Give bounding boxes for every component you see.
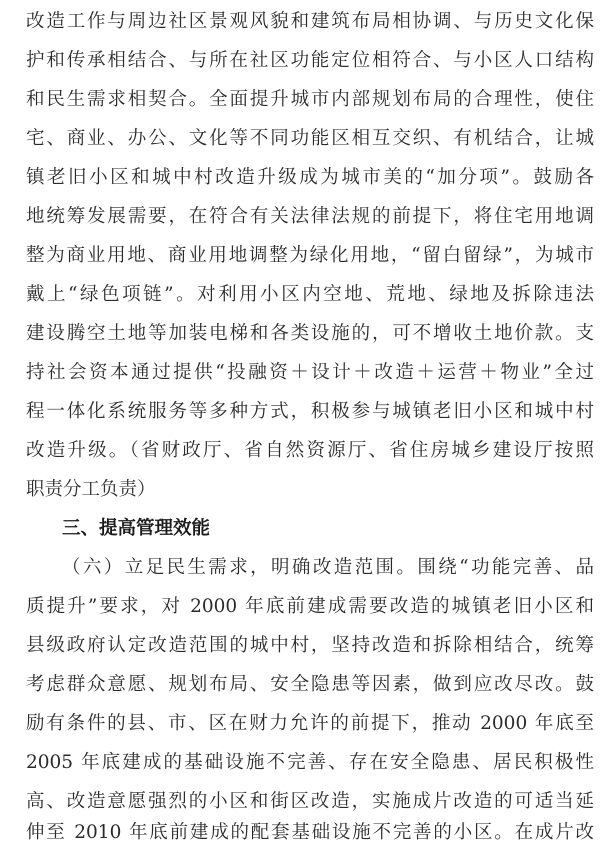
text-line: 程一体化系统服务等多种方式，积极参与城镇老旧小区和城中村 — [26, 401, 594, 422]
text-line: 建设腾空土地等加装电梯和各类设施的，可不增收土地价款。支 — [26, 323, 594, 344]
text-line: 整为商业用地、商业用地调整为绿化用地，“留白留绿”，为城市 — [26, 245, 594, 266]
text-line: 职责分工负责） — [26, 479, 156, 500]
text-line: 和民生需求相契合。全面提升城市内部规划布局的合理性，使住 — [26, 89, 594, 110]
text-line: 考虑群众意愿、规划布局、安全隐患等因素，做到应改尽改。鼓 — [26, 674, 594, 695]
text-line: 2005 年底建成的基础设施不完善、存在安全隐患、居民积极性 — [26, 752, 594, 773]
text-line: （六）立足民生需求，明确改造范围。围绕“功能完善、品 — [62, 557, 594, 578]
text-line: 宅、商业、办公、文化等不同功能区相互交织、有机结合，让城 — [26, 128, 594, 149]
text-line: 励有条件的县、市、区在财力允许的前提下，推动 2000 年底至 — [26, 713, 594, 734]
text-line: 县级政府认定改造范围的城中村，坚持改造和拆除相结合，统筹 — [26, 635, 594, 656]
text-line: 镇老旧小区和城中村改造升级成为城市美的“加分项”。鼓励各 — [26, 167, 594, 188]
text-line: 改造工作与周边社区景观风貌和建筑布局相协调、与历史文化保 — [26, 11, 594, 32]
text-line: 持社会资本通过提供“投融资＋设计＋改造＋运营＋物业”全过 — [26, 362, 594, 383]
text-line: 高、改造意愿强烈的小区和街区改造，实施成片改造的可适当延 — [26, 791, 594, 812]
text-line: 戴上“绿色项链”。对利用小区内空地、荒地、绿地及拆除违法 — [26, 284, 594, 305]
text-line: 伸至 2010 年底前建成的配套基础设施不完善的小区。在成片改 — [26, 822, 594, 843]
section-heading: 三、提高管理效能 — [62, 518, 211, 539]
text-line: 质提升”要求，对 2000 年底前建成需要改造的城镇老旧小区和 — [26, 596, 594, 617]
text-line: 护和传承相结合、与所在社区功能定位相符合、与小区人口结构 — [26, 50, 594, 71]
text-line: 改造升级。（省财政厅、省自然资源厅、省住房城乡建设厅按照 — [26, 440, 594, 461]
text-line: 地统筹发展需要，在符合有关法律法规的前提下，将住宅用地调 — [26, 206, 594, 227]
